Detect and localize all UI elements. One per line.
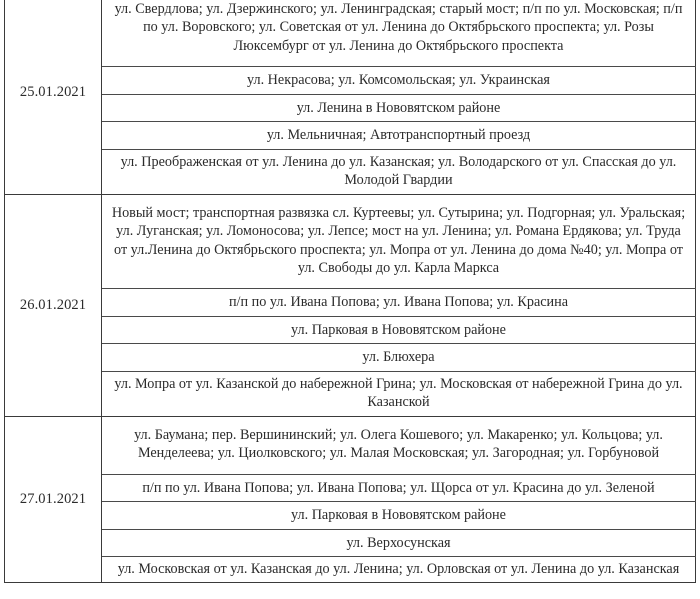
table-row [5, 67, 696, 94]
table-row [5, 416, 696, 474]
streets-cell: ул. Мопра от ул. Казанской до набережной Грина; ул. Московская от набережной Грина до ул. Казанской [102, 371, 696, 416]
date-cell: 25.01.2021 [5, 0, 102, 194]
streets-cell: п/п по ул. Ивана Попова; ул. Ивана Попова; ул. Щорса от ул. Красина до ул. Зеленой [102, 474, 696, 501]
table-row [5, 0, 696, 67]
table-row [5, 316, 696, 343]
streets-cell: ул. Московская от ул. Казанская до ул. Ленина; ул. Орловская от ул. Ленина до ул. Казанская [102, 556, 696, 582]
table-row [5, 502, 696, 529]
streets-cell: ул. Преображенская от ул. Ленина до ул. Казанская; ул. Володарского от ул. Спасская до ул. Молодой Гвардии [102, 149, 696, 194]
streets-cell: п/п по ул. Ивана Попова; ул. Ивана Попова; ул. Красина [102, 289, 696, 316]
table-row [5, 529, 696, 556]
table-row [5, 289, 696, 316]
table-row [5, 556, 696, 582]
schedule-table-body [5, 0, 696, 583]
date-cell: 27.01.2021 [5, 416, 102, 583]
streets-cell: ул. Баумана; пер. Вершининский; ул. Олега Кошевого; ул. Макаренко; ул. Кольцова; ул. Менделеева; ул. Циолковского; ул. Малая Московская; ул. Загородная; ул. Горбуновой [102, 416, 696, 474]
table-row [5, 94, 696, 121]
streets-cell: ул. Ленина в Нововятском районе [102, 94, 696, 121]
streets-cell: ул. Некрасова; ул. Комсомольская; ул. Украинская [102, 67, 696, 94]
table-row [5, 474, 696, 501]
table-row [5, 122, 696, 149]
table-row [5, 149, 696, 194]
streets-cell: ул. Свердлова; ул. Дзержинского; ул. Ленинградская; старый мост; п/п по ул. Московская; п/п по ул. Воровского; ул. Советская от ул. Ленина до Октябрьского проспекта; ул. Розы Люксембург от ул. Ленина до Октябрьского проспекта [102, 0, 696, 67]
table-row [5, 371, 696, 416]
streets-cell: ул. Мельничная; Автотранспортный проезд [102, 122, 696, 149]
schedule-table [4, 0, 696, 583]
streets-cell: ул. Блюхера [102, 344, 696, 371]
streets-cell: ул. Парковая в Нововятском районе [102, 502, 696, 529]
streets-cell: ул. Парковая в Нововятском районе [102, 316, 696, 343]
streets-cell: ул. Верхосунская [102, 529, 696, 556]
date-cell: 26.01.2021 [5, 194, 102, 416]
table-row [5, 194, 696, 289]
table-row [5, 344, 696, 371]
streets-cell: Новый мост; транспортная развязка сл. Куртеевы; ул. Сутырина; ул. Подгорная; ул. Уральская; ул. Луганская; ул. Ломоносова; ул. Лепсе; мост на ул. Ленина; ул. Романа Ердякова; ул. Труда от ул.Ленина до Октябрьского проспекта; ул. Мопра от ул. Ленина до дома №40; ул. Мопра от ул. Свободы до ул. Карла Маркса [102, 194, 696, 289]
